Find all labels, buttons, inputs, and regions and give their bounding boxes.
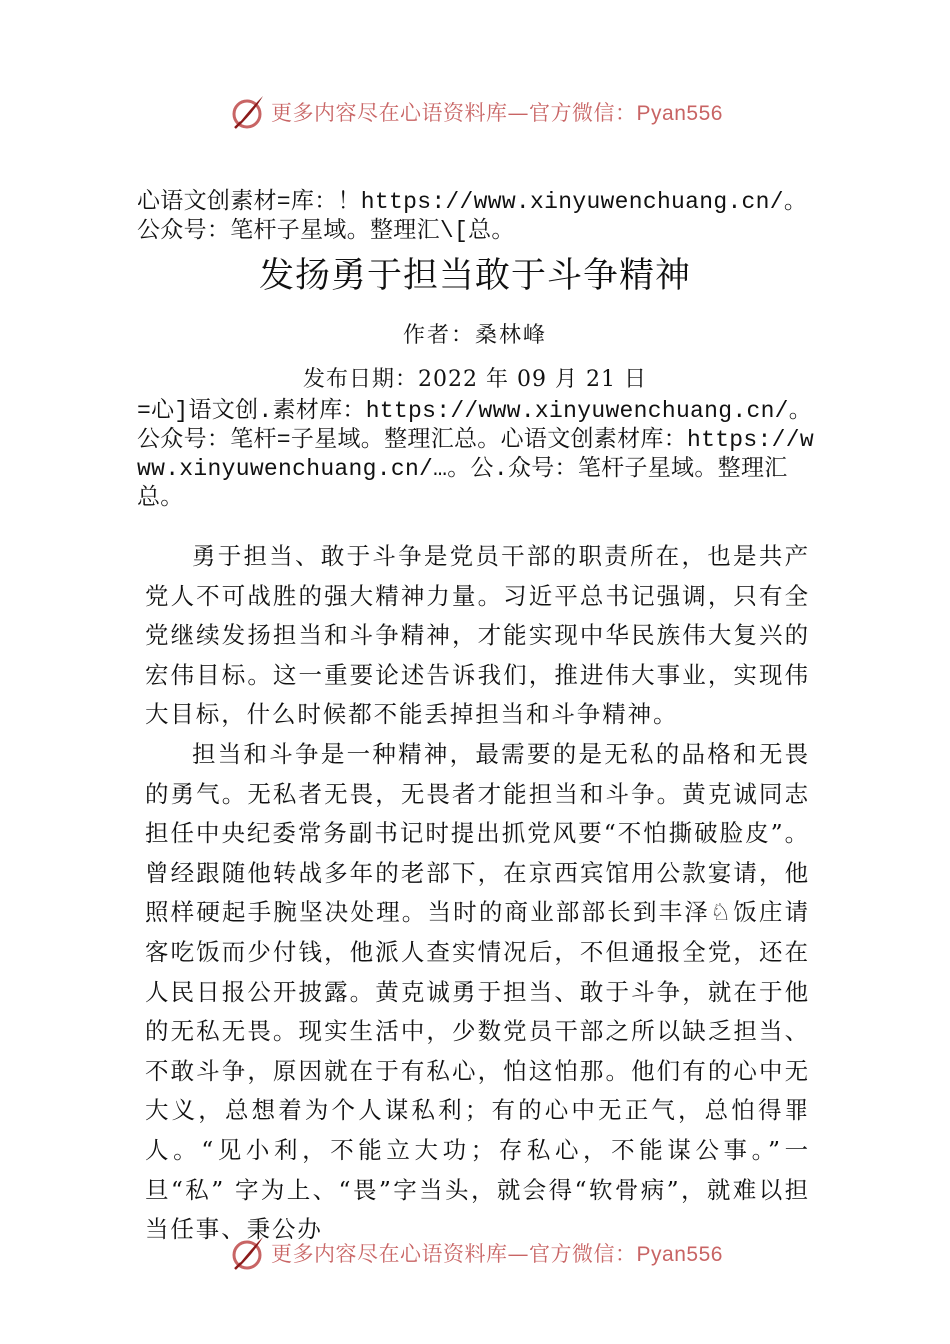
- paragraph: 勇于担当、敢于斗争是党员干部的职责所在，也是共产党人不可战胜的强大精神力量。习近平总书记强调，只有全党继续发扬担当和斗争精神，才能实现中华民族伟大复兴的宏伟目标。这一重要论述告诉我们，推进伟大事业，实现伟大目标，什么时候都不能丢掉担当和斗争精神。: [145, 542, 810, 729]
- article-body: [145, 537, 810, 1250]
- article-title: 发扬勇于担当敢于斗争精神: [258, 256, 691, 296]
- watermark-banner-bottom: [0, 1233, 950, 1273]
- quill-pen-logo-icon: [227, 1233, 267, 1273]
- header-note: 心语文创素材=库：！https://www.xinyuwenchuang.cn/。公众号：笔杆子星域。整理汇\[总。: [137, 189, 808, 244]
- paragraph: 担当和斗争是一种精神，最需要的是无私的品格和无畏的勇气。无私者无畏，无畏者才能担当和斗争。黄克诚同志担任中央纪委常务副书记时提出抓党风要“不怕撕破脸皮”。曾经跟随他转战多年的老部下，在京西宾馆用公款宴请，他照样硬起手腕坚决处理。当时的商业部部长到丰泽♘饭庄请客吃饭而少付钱，他派人查实情况后，不但通报全党，还在人民日报公开披露。黄克诚勇于担当、敢于斗争，就在于他的无私无畏。现实生活中，少数党员干部之所以缺乏担当、 不敢斗争，原因就在于有私心，怕这怕那。他们有的心中无大义，总想着为个人谋私利；有的心中无正气，总怕得罪人。“见小利，不能立大功；存私心，不能谋公事。”一旦“私” 字为上、“畏”字当头，就会得“软骨病”，就难以担当任事、秉公办: [145, 739, 810, 1244]
- quill-pen-logo-icon: [227, 92, 267, 132]
- banner-text: 更多内容尽在心语资料库—官方微信：Pyan556: [271, 101, 723, 125]
- source-note: =心]语文创.素材库：https://www.xinyuwenchuang.cn/。公众号：笔杆=子星域。整理汇总。心语文创素材库：https://www.xinyuwenchuang.cn/…。公.众号：笔杆子星域。整理汇总。: [137, 398, 814, 511]
- publish-date: 发布日期：2022 年 09 月 21 日: [303, 367, 647, 392]
- watermark-banner-top: [0, 92, 950, 132]
- author-line: 作者：桑林峰: [402, 323, 547, 348]
- banner-text: 更多内容尽在心语资料库—官方微信：Pyan556: [271, 1242, 723, 1266]
